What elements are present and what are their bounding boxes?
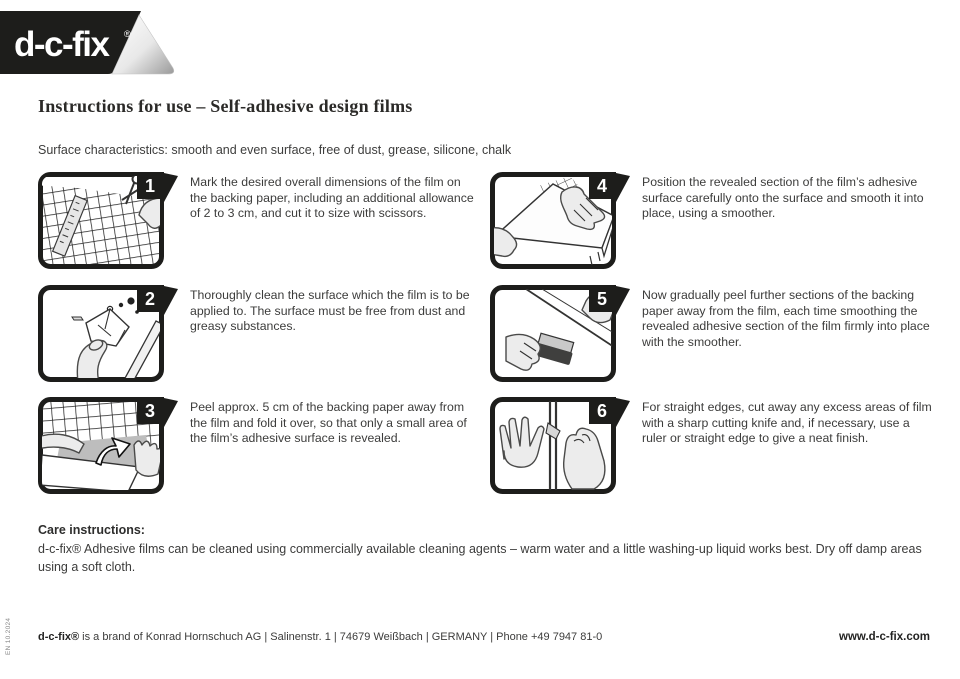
step-3-text: Peel approx. 5 cm of the backing paper away from the film and fold it over, so that only a small area of the film’s adhesive surface is revealed.	[190, 400, 467, 446]
step-4-illustration	[490, 172, 630, 269]
step-1-illustration	[38, 172, 178, 269]
step-number-badge	[589, 397, 630, 427]
footer-website: www.d-c-fix.com	[839, 631, 930, 643]
step-number-badge	[137, 172, 178, 202]
step-3-illustration	[38, 397, 178, 494]
svg-text:3: 3	[144, 401, 156, 421]
step-6-text: For straight edges, cut away any excess areas of film with a sharp cutting knife and, if necessary, use a ruler or straight edge to give a neat finish.	[642, 400, 932, 446]
step-number-badge	[137, 285, 178, 315]
step-6-illustration	[490, 397, 630, 494]
step-number-badge	[137, 397, 178, 427]
step-5-text: Now gradually peel further sections of the backing paper away from the film, each time smoothing the revealed adhesive section of the film firmly into place with the smoother.	[642, 288, 930, 349]
svg-text:6: 6	[596, 401, 608, 421]
svg-text:2: 2	[144, 289, 156, 309]
care-instructions-text: d-c-fix® Adhesive films can be cleaned using commercially available cleaning agents – warm water and a little washing-up liquid works best. Dry off damp areas using a soft cloth.	[38, 542, 922, 574]
svg-text:4: 4	[596, 176, 608, 196]
footer-address: is a brand of Konrad Hornschuch AG | Salinenstr. 1 | 74679 Weißbach | GERMANY | Phone +49 7947 81-0	[79, 631, 603, 643]
step-5-illustration	[490, 285, 630, 382]
step-2-illustration	[38, 285, 178, 382]
care-instructions-heading: Care instructions:	[38, 523, 145, 537]
logo-wordmark: d-c-fix	[14, 25, 109, 64]
surface-characteristics-note: Surface characteristics: smooth and even surface, free of dust, grease, silicone, chalk	[38, 143, 512, 157]
step-number-badge	[589, 172, 630, 202]
svg-text:1: 1	[144, 176, 156, 196]
step-2-text: Thoroughly clean the surface which the film is to be applied to. The surface must be free from dust and greasy substances.	[190, 288, 470, 334]
dcfix-logo-graphic	[0, 11, 190, 77]
svg-text:5: 5	[596, 289, 608, 309]
logo-registered-mark: ®	[124, 29, 131, 39]
footer-company-info	[38, 631, 602, 643]
footer-brand: d-c-fix®	[38, 631, 80, 643]
edition-code: EN 10.2024	[5, 617, 12, 655]
step-4-text: Position the revealed section of the film’s adhesive surface carefully onto the surface and smooth it into place, using a smoother.	[642, 175, 924, 221]
step-number-badge	[589, 285, 630, 315]
step-1-text: Mark the desired overall dimensions of the film on the backing paper, including an additional allowance of 2 to 3 cm, and cut it to size with scissors.	[190, 175, 474, 221]
dcfix-logo	[0, 11, 190, 82]
page-title: Instructions for use – Self-adhesive design films	[38, 96, 413, 116]
